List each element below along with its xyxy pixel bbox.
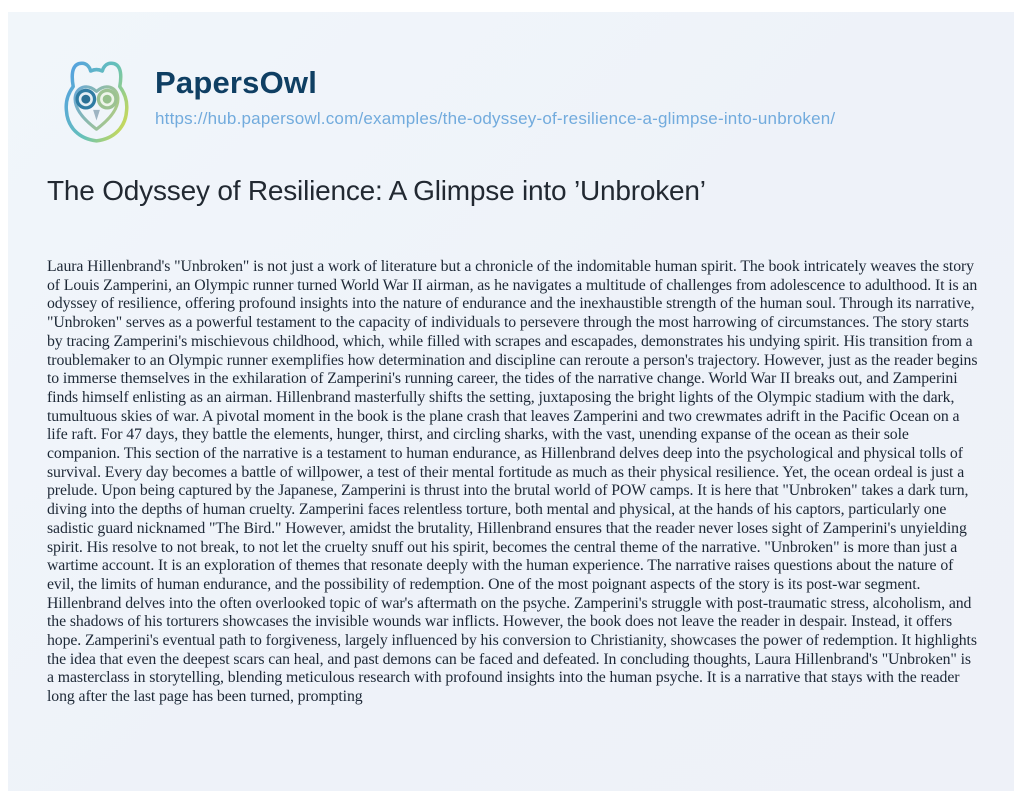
source-url-link[interactable]: https://hub.papersowl.com/examples/the-odyssey-of-resilience-a-glimpse-into-unbroken/ [155, 109, 836, 129]
page-surface [8, 12, 1014, 791]
brand-block [155, 54, 835, 129]
essay-title: The Odyssey of Resilience: A Glimpse into ’Unbroken’ [47, 175, 706, 206]
brand-name: PapersOwl [155, 65, 318, 100]
owl-logo-icon [48, 54, 145, 154]
essay-body-text: Laura Hillenbrand's "Unbroken" is not just a work of literature but a chronicle of the indomitable human spirit. The book intricately weaves the story of Louis Zamperini, an Olympic runner turned World War II airman, as he navigates a multitude of challenges from adolescence to adulthood. It is an odyssey of resilience, offering profound insights into the nature of endurance and the inexhaustible strength of the human soul. Through its narrative, "Unbroken" serves as a powerful testament to the capacity of individuals to persevere through the most harrowing of circumstances. The story starts by tracing Zamperini's mischievous childhood, which, while filled with scrapes and escapades, demonstrates his undying spirit. His transition from a troublemaker to an Olympic runner exemplifies how determination and discipline can reroute a person's trajectory. However, just as the reader begins to immerse themselves in the exhilaration of Zamperini's running career, the tides of the narrative change. World War II breaks out, and Zamperini finds himself enlisting as an airman. Hillenbrand masterfully shifts the setting, juxtaposing the bright lights of the Olympic stadium with the dark, tumultuous skies of war. A pivotal moment in the book is the plane crash that leaves Zamperini and two crewmates adrift in the Pacific Ocean on a life raft. For 47 days, they battle the elements, hunger, thirst, and circling sharks, with the vast, unending expanse of the ocean as their sole companion. This section of the narrative is a testament to human endurance, as Hillenbrand delves deep into the psychological and physical tolls of survival. Every day becomes a battle of willpower, a test of their mental fortitude as much as their physical resilience. Yet, the ocean ordeal is just a prelude. Upon being captured by the Japanese, Zamperini is thrust into the brutal world of POW camps. It is here that "Unbroken" takes a dark turn, diving into the depths of human cruelty. Zamperini faces relentless torture, both mental and physical, at the hands of his captors, particularly one sadistic guard nicknamed "The Bird." However, amidst the brutality, Hillenbrand ensures that the reader never loses sight of Zamperini's unyielding spirit. His resolve to not break, to not let the cruelty snuff out his spirit, becomes the central theme of the narrative. "Unbroken" is more than just a wartime account. It is an exploration of themes that resonate deeply with the human experience. The narrative raises questions about the nature of evil, the limits of human endurance, and the possibility of redemption. One of the most poignant aspects of the story is its post-war segment. Hillenbrand delves into the often overlooked topic of war's aftermath on the psyche. Zamperini's struggle with post-traumatic stress, alcoholism, and the shadows of his torturers showcases the invisible wounds war inflicts. However, the book does not leave the reader in despair. Instead, it offers hope. Zamperini's eventual path to forgiveness, largely influenced by his conversion to Christianity, showcases the power of redemption. It highlights the idea that even the deepest scars can heal, and past demons can be faced and defeated. In concluding thoughts, Laura Hillenbrand's "Unbroken" is a masterclass in storytelling, blending meticulous research with profound insights into the human psyche. It is a narrative that stays with the reader long after the last page has been turned, prompting [47, 258, 978, 706]
site-header [48, 54, 835, 154]
